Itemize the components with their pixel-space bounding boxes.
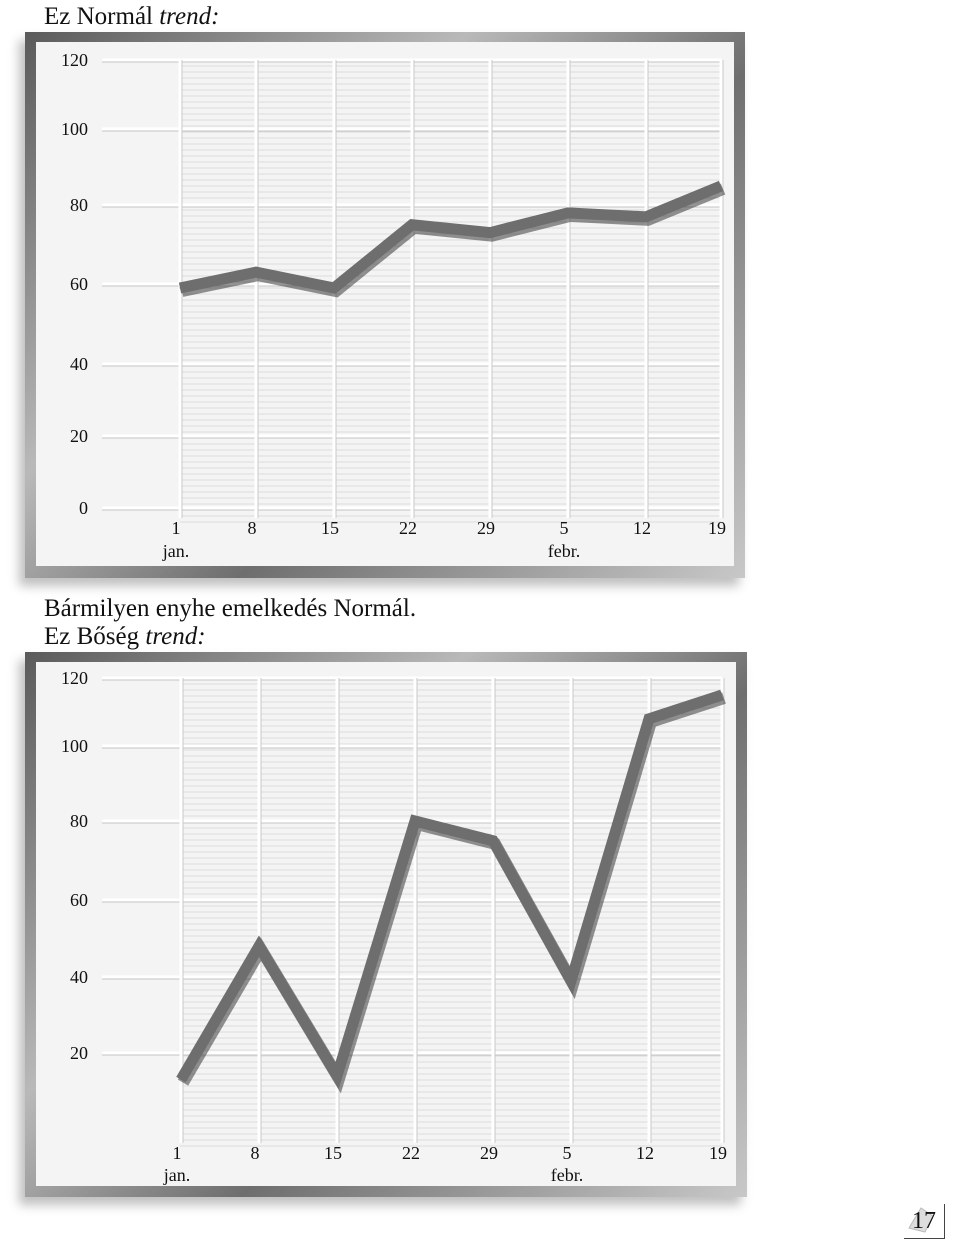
- data-point: [337, 1075, 338, 1076]
- y-tick-label: 40: [70, 967, 88, 987]
- x-tick-label: 1: [171, 518, 181, 538]
- chart-1-heading-italic: trend:: [159, 3, 220, 30]
- y-tick-label: 20: [70, 1043, 88, 1063]
- x-tick-label: 19: [709, 1143, 727, 1163]
- x-tick-label: 22: [402, 1143, 420, 1163]
- series-line: [181, 695, 722, 1080]
- chart-1-heading-plain: Ez Normál: [44, 3, 153, 30]
- x-tick-sublabel: febr.: [550, 1165, 584, 1185]
- x-tick-label: 12: [636, 1143, 654, 1163]
- data-point: [415, 821, 416, 822]
- page-number: 17: [904, 1204, 945, 1239]
- data-point: [571, 980, 572, 981]
- y-tick-label: 120: [61, 50, 88, 70]
- data-point: [649, 718, 650, 719]
- y-tick-label: 40: [70, 354, 88, 374]
- y-tick-label: 80: [70, 811, 88, 831]
- x-tick-sublabel: febr.: [547, 541, 581, 561]
- chart-2-heading-plain: Ez Bőség: [44, 623, 140, 650]
- x-tick-label: 8: [250, 1143, 260, 1163]
- caption: Bármilyen enyhe emelkedés Normál.: [44, 595, 417, 622]
- data-point: [259, 946, 260, 947]
- x-tick-label: 8: [247, 518, 257, 538]
- x-tick-label: 22: [399, 518, 417, 538]
- x-tick-label: 29: [480, 1143, 498, 1163]
- x-tick-label: 15: [324, 1143, 342, 1163]
- x-tick-label: 5: [559, 518, 569, 538]
- data-point: [181, 1079, 182, 1080]
- y-tick-label: 0: [79, 498, 88, 518]
- y-tick-label: 60: [70, 274, 88, 294]
- y-tick-label: 80: [70, 195, 88, 215]
- x-tick-sublabel: jan.: [162, 541, 190, 561]
- y-tick-label: 20: [70, 426, 88, 446]
- x-tick-label: 19: [708, 518, 726, 538]
- x-tick-label: 15: [321, 518, 339, 538]
- y-tick-label: 100: [61, 119, 88, 139]
- data-point: [493, 840, 494, 841]
- chart-2-grid: [102, 678, 724, 1146]
- y-tick-label: 60: [70, 890, 88, 910]
- y-tick-label: 120: [61, 668, 88, 688]
- x-tick-label: 5: [562, 1143, 572, 1163]
- x-tick-label: 29: [477, 518, 495, 538]
- x-tick-label: 12: [633, 518, 651, 538]
- x-tick-label: 1: [172, 1143, 182, 1163]
- y-tick-label: 100: [61, 736, 88, 756]
- data-point: [722, 695, 723, 696]
- x-tick-sublabel: jan.: [163, 1165, 191, 1185]
- chart-2-heading-italic: trend:: [145, 623, 206, 650]
